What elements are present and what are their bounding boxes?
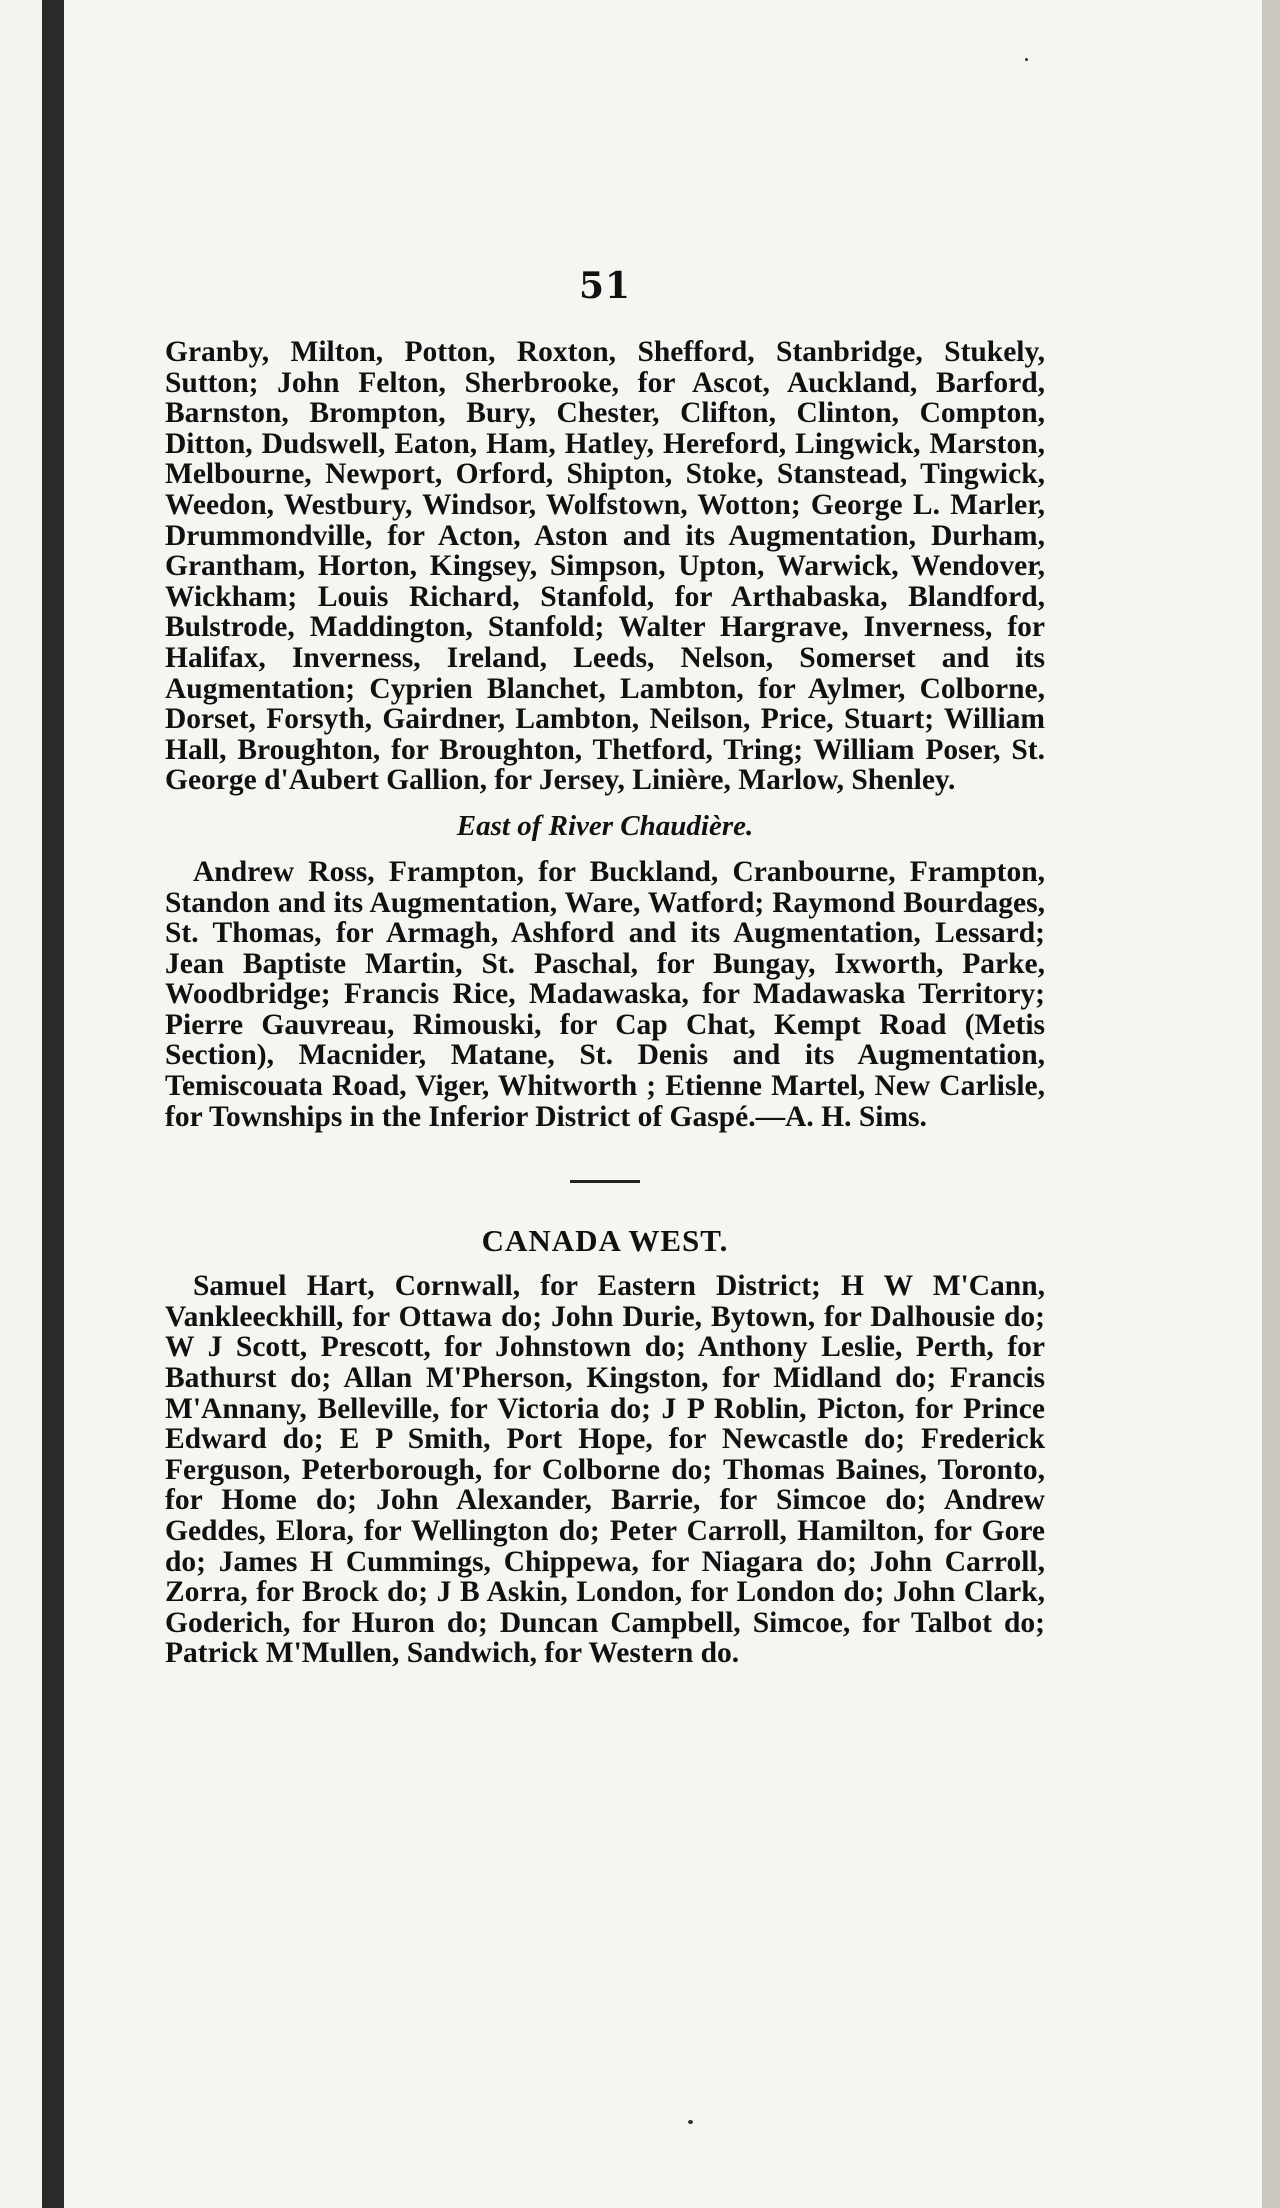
page-number: 51 [578, 265, 632, 307]
paragraph-east-of-chaudiere: Andrew Ross, Frampton, for Buckland, Cranbourne, Frampton, Standon and its Augmentation, Ware, Watford; Raymond Bourdages, St. Thomas, for Armagh, Ashford and its Augmentation, Lessard; Jean Baptiste Martin, St. Paschal, for Bungay, Ixworth, Parke, Woodbridge; Francis Rice, Madawaska, for Madawaska Territory; Pierre Gauvreau, Rimouski, for Cap Chat, Kempt Road (Metis Section), Macnider, Matane, St. Denis and its Augmentation, Temiscouata Road, Viger, Whitworth ; Etienne Martel, New Carlisle, for Townships in the Inferior District of Gaspé.—A. H. Sims. [165, 855, 1045, 1133]
page-right-edge [1262, 0, 1280, 2208]
page-text [165, 265, 1045, 1669]
paper-speck [1025, 58, 1028, 61]
left-page-edge [0, 0, 42, 2208]
section-title: East of River Chaudière. [456, 809, 754, 842]
paper-speck [688, 2120, 693, 2124]
section-divider [570, 1180, 640, 1183]
binding-shadow [42, 0, 64, 2208]
paragraph-eastern-townships: Granby, Milton, Potton, Roxton, Shefford, Stanbridge, Stukely, Sutton; John Felton, Sherbrooke, for Ascot, Auckland, Barford, Barnston, Brompton, Bury, Chester, Clifton, Clinton, Compton, Ditton, Dudswell, Eaton, Ham, Hatley, Hereford, Lingwick, Marston, Melbourne, Newport, Orford, Shipton, Stoke, Stanstead, Tingwick, Weedon, Westbury, Windsor, Wolfstown, Wotton; George L. Marler, Drummondville, for Acton, Aston and its Augmentation, Durham, Grantham, Horton, Kingsey, Simpson, Upton, Warwick, Wendover, Wickham; Louis Richard, Stanfold, for Arthabaska, Blandford, Bulstrode, Maddington, Stanfold; Walter Hargrave, Inverness, for Halifax, Inverness, Ireland, Leeds, Nelson, Somerset and its Augmentation; Cyprien Blanchet, Lambton, for Aylmer, Colborne, Dorset, Forsyth, Gairdner, Lambton, Neilson, Price, Stuart; William Hall, Broughton, for Broughton, Thetford, Tring; William Poser, St. George d'Aubert Gallion, for Jersey, Linière, Marlow, Shenley. [165, 336, 1045, 797]
paragraph-canada-west: Samuel Hart, Cornwall, for Eastern District; H W M'Cann, Vankleeckhill, for Ottawa do; John Durie, Bytown, for Dalhousie do; W J Scott, Prescott, for Johnstown do; Anthony Leslie, Perth, for Bathurst do; Allan M'Pherson, Kingston, for Midland do; Francis M'Annany, Belleville, for Victoria do; J P Roblin, Picton, for Prince Edward do; E P Smith, Port Hope, for Newcastle do; Frederick Ferguson, Peterborough, for Colborne do; Thomas Baines, Toronto, for Home do; John Alexander, Barrie, for Simcoe do; Andrew Geddes, Elora, for Wellington do; Peter Carroll, Hamilton, for Gore do; James H Cummings, Chippewa, for Niagara do; John Carroll, Zorra, for Brock do; J B Askin, London, for London do; John Clark, Goderich, for Huron do; Duncan Campbell, Simcoe, for Talbot do; Patrick M'Mullen, Sandwich, for Western do. [165, 1270, 1045, 1670]
section-heading: CANADA WEST. [481, 1223, 729, 1259]
